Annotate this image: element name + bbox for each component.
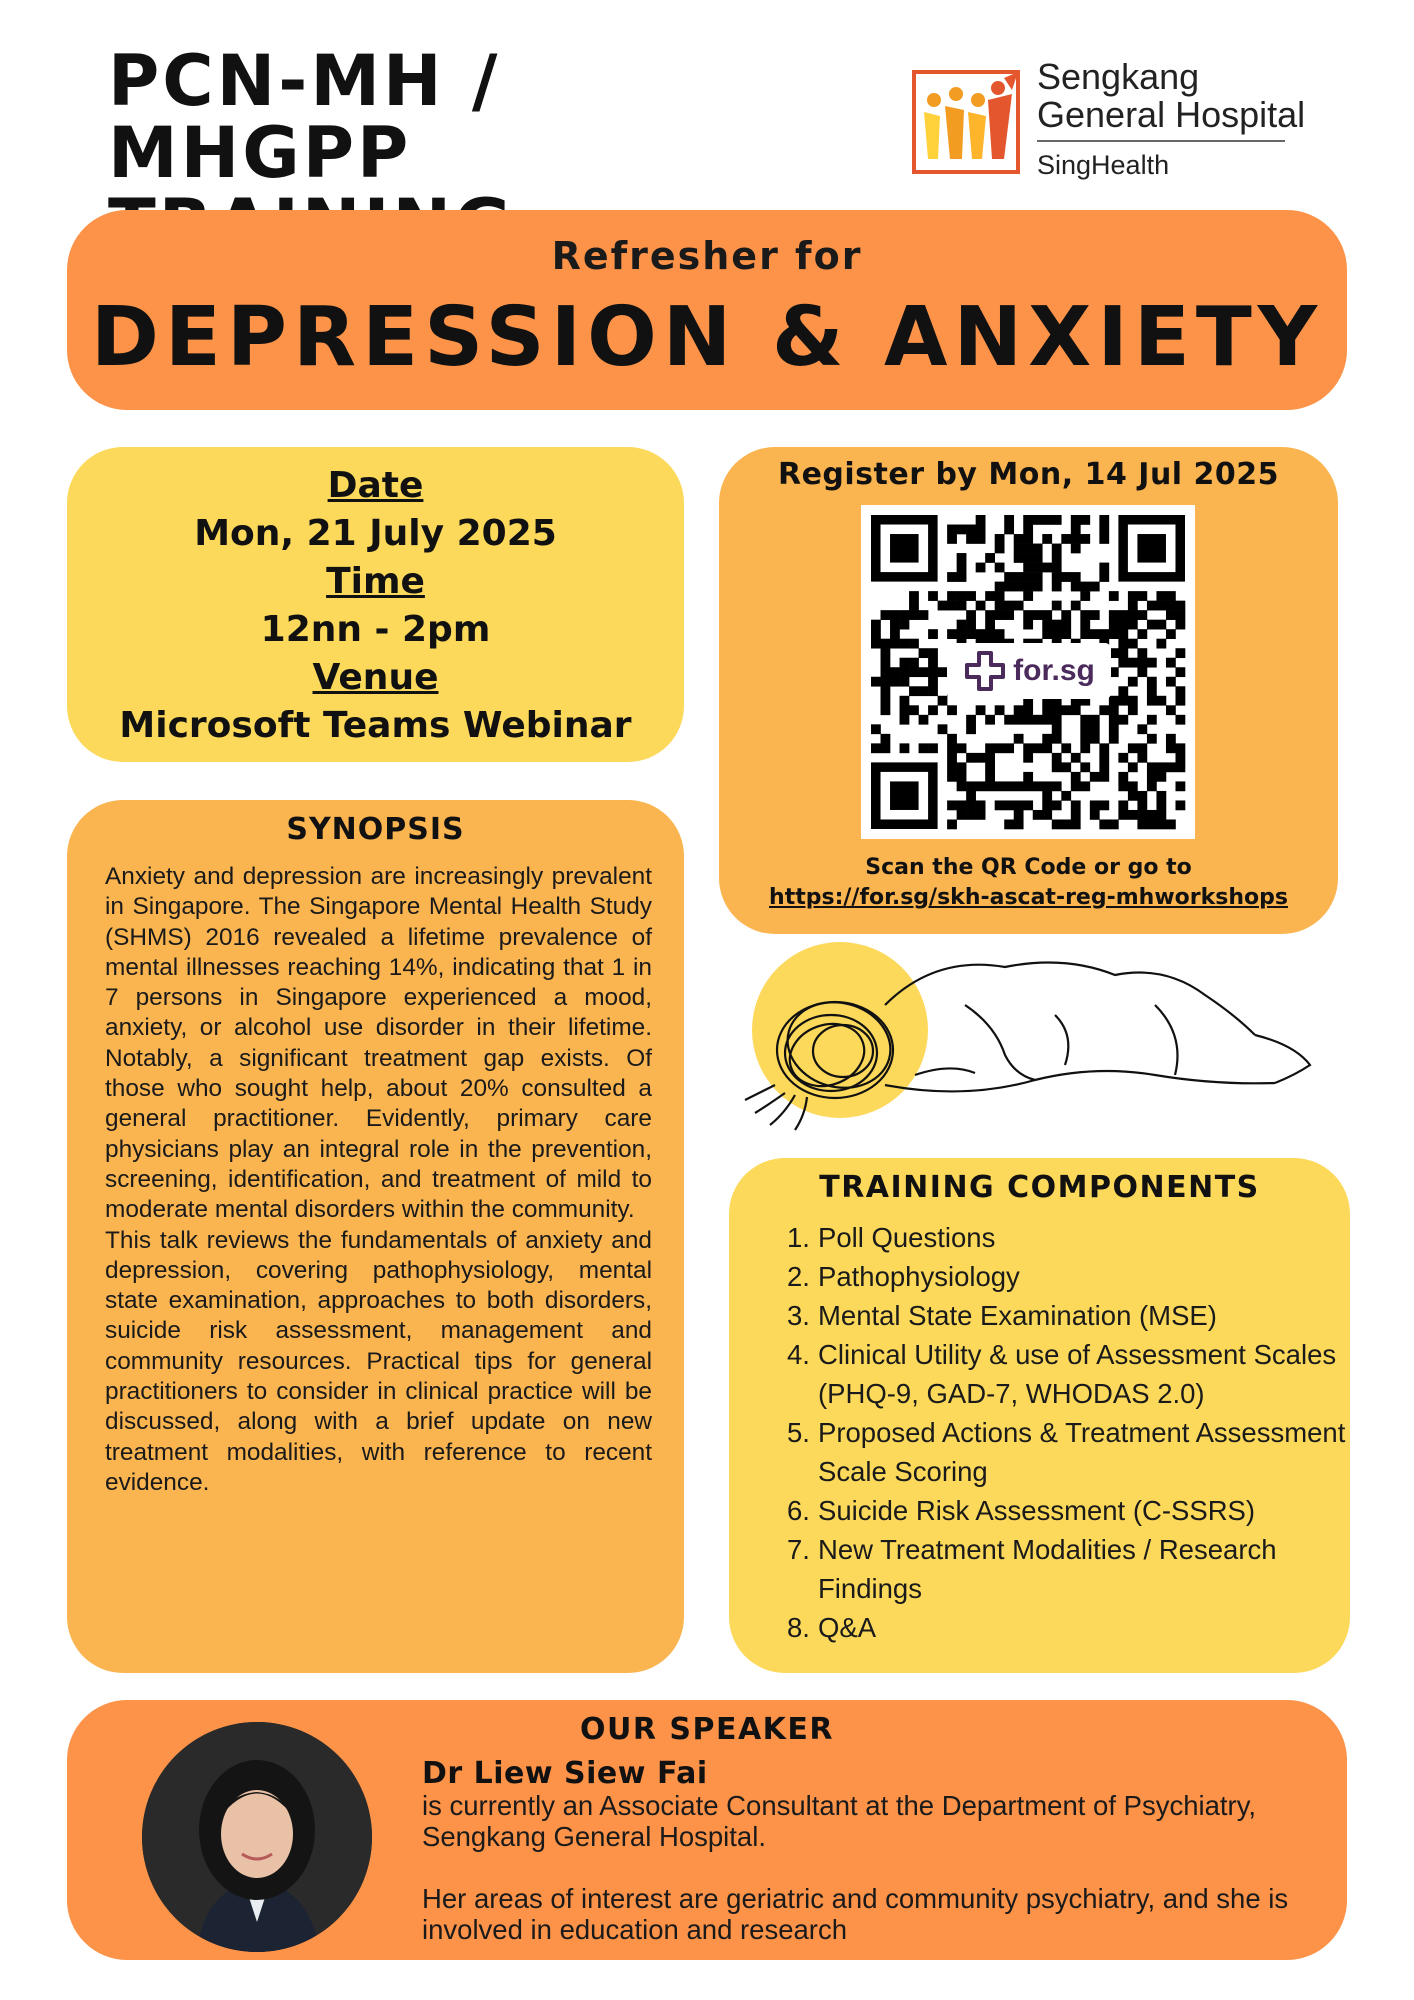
list-item: 4. Clinical Utility & use of Assessment Scales (PHQ-9, GAD-7, WHODAS 2.0)	[787, 1339, 1337, 1409]
speaker-bio	[422, 1790, 1302, 1976]
registration-panel	[719, 447, 1338, 934]
synopsis-panel	[67, 800, 684, 1673]
scan-text: Scan the QR Code or go to	[865, 855, 1192, 880]
qr-logo-text: for.sg	[1013, 654, 1095, 687]
time-label: Time	[326, 561, 425, 602]
synopsis-title: SYNOPSIS	[286, 812, 465, 847]
components-title: TRAINING COMPONENTS	[819, 1170, 1260, 1205]
synopsis-paragraph: This talk reviews the fundamentals of anxiety and depression, covering pathophysiology, mental state examination, approaches to both disorders, suicide risk assessment, management and community resources. Practical tips for general practitioners to consider in clinical practice will be discussed, along with a brief update on new treatment modalities, with reference to recent evidence.	[105, 1226, 652, 1496]
logo-divider	[1037, 140, 1285, 142]
list-item: 8. Q&A	[787, 1612, 877, 1643]
speaker-title: OUR SPEAKER	[579, 1712, 835, 1747]
venue-label: Venue	[312, 657, 439, 698]
list-item: 3. Mental State Examination (MSE)	[787, 1300, 1217, 1331]
date-label: Date	[327, 465, 424, 506]
components-list	[787, 1218, 1347, 1647]
hospital-name: Sengkang General Hospital	[1037, 56, 1306, 135]
avatar	[142, 1722, 372, 1952]
venue-value: Microsoft Teams Webinar	[119, 705, 632, 746]
lying-figure-illustration	[735, 935, 1320, 1160]
qr-center-logo	[947, 643, 1111, 699]
hospital-logo	[912, 56, 1312, 186]
list-item: 1. Poll Questions	[787, 1222, 996, 1253]
list-item: 6. Suicide Risk Assessment (C-SSRS)	[787, 1495, 1256, 1526]
register-deadline: Register by Mon, 14 Jul 2025	[777, 457, 1280, 492]
date-value: Mon, 21 July 2025	[194, 513, 557, 554]
banner-subtitle: Refresher for	[551, 234, 863, 278]
event-details	[67, 447, 684, 762]
time-value: 12nn - 2pm	[260, 609, 491, 650]
synopsis-paragraph: Anxiety and depression are increasingly prevalent in Singapore. The Singapore Mental Health Study (SHMS) 2016 revealed a lifetime prevalence of mental illnesses reaching 14%, indicating that 1 in 7 persons in Singapore experienced a mood, anxiety, or alcohol use disorder in their lifetime. Notably, a significant treatment gap exists. Of those who sought help, about 20% consulted a general practitioner. Evidently, primary care physicians play an integral role in the prevention, screening, identification, and treatment of mild to moderate mental disorders within the community.	[105, 863, 652, 1224]
list-item: 7. New Treatment Modalities / Research Findings	[787, 1534, 1277, 1604]
speaker-name: Dr Liew Siew Fai	[422, 1756, 708, 1791]
qr-code[interactable]	[861, 505, 1195, 839]
synopsis-body	[105, 862, 652, 1498]
speaker-bio-paragraph: is currently an Associate Consultant at the Department of Psychiatry, Sengkang General Hospital.	[422, 1790, 1257, 1852]
registration-link[interactable]: https://for.sg/skh-ascat-reg-mhworkshops	[769, 885, 1288, 910]
list-item: 2. Pathophysiology	[787, 1261, 1020, 1292]
speaker-panel	[67, 1700, 1347, 1960]
banner-headline: DEPRESSION & ANXIETY	[90, 290, 1324, 385]
speaker-photo-icon	[142, 1722, 372, 1952]
forsg-cross-icon	[963, 649, 1007, 693]
title-banner	[67, 210, 1347, 410]
speaker-bio-paragraph: Her areas of interest are geriatric and community psychiatry, and she is involved in education and research	[422, 1883, 1289, 1945]
title-line-1: PCN-MH / MHGPP	[108, 40, 501, 194]
training-components-panel	[729, 1158, 1350, 1673]
sengkang-figures-logo-icon	[912, 64, 1024, 176]
scan-instructions	[719, 853, 1338, 913]
list-item: 5. Proposed Actions & Treatment Assessment Scale Scoring	[787, 1417, 1346, 1487]
sub-brand: SingHealth	[1037, 150, 1170, 180]
